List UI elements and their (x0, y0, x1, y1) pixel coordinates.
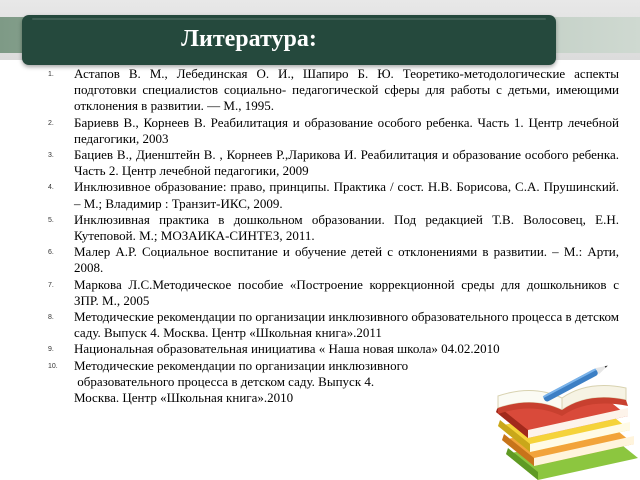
list-item (36, 244, 619, 276)
list-item-text: Бациев В., Диенштейн В. , Корнеев Р.,Ларикова И. Реабилитация и образование особого ребенка. Часть 2. Центр лечебной педагогики, 2009 (74, 147, 619, 179)
title-box (22, 15, 556, 65)
books-with-pen-icon (488, 362, 640, 480)
list-item-text-line-3: Москва. Центр «Школьная книга».2010 (74, 390, 294, 406)
list-item-text: Бариевв В., Корнеев В. Реабилитация и образование особого ребенка. Часть 1. Центр лечебной педагогики, 2003 (74, 114, 619, 146)
list-item (36, 66, 619, 115)
list-item-number: 10. (48, 362, 58, 370)
list-item (36, 309, 619, 341)
list-item (36, 212, 619, 244)
list-item-text: Малер А.Р. Социальное воспитание и обучение детей с отклонениями в развитии. – М.: Арти, 2008. (74, 244, 619, 276)
list-item-text-line-2: образовательного процесса в детском саду. Выпуск 4. (74, 373, 375, 389)
list-item (36, 115, 619, 147)
list-item-number: 6. (48, 249, 54, 257)
list-item (36, 179, 619, 211)
list-item-number: 5. (48, 216, 54, 224)
list-item-text: Маркова Л.С.Методическое пособие «Построение коррекционной среды для дошкольников с ЗПР. М., 2005 (74, 276, 619, 308)
list-item-number: 8. (48, 314, 54, 322)
list-item-text: Инклюзивная практика в дошкольном образовании. Под редакцией Т.В. Волосовец, Е.Н. Кутеповой. М.; МОЗАИКА-СИНТЕЗ, 2011. (74, 211, 619, 244)
list-item-number: 2. (48, 119, 54, 127)
list-item-text: Инклюзивное образование: право, принципы. Практика / сост. Н.В. Борисова, С.А. Прушинский. – М.; Владимир : Транзит-ИКС, 2009. (74, 179, 619, 211)
page-title: Литература: (181, 26, 317, 52)
list-item-text: Национальная образовательная инициатива « Наша новая школа» 04.02.2010 (74, 341, 500, 357)
list-item-text-line-1: Методические рекомендации по организации инклюзивного (74, 357, 409, 373)
list-item (36, 277, 619, 309)
list-item (36, 341, 619, 357)
reference-list (36, 66, 619, 406)
list-item-text: Астапов В. М., Лебединская О. И., Шапиро Б. Ю. Теоретико-методологические аспекты подготовки специалистов социально- педагогической сферы для работы с детьми, имеющими отклонения в развитии. — М., 1995. (74, 66, 619, 114)
list-item-number: 1. (48, 71, 54, 78)
list-item-number: 9. (48, 346, 54, 354)
list-item-text: Методические рекомендации по организации инклюзивного образовательного процесса в детском саду. Выпуск 4. Москва. Центр «Школьная книга».2011 (74, 309, 619, 341)
list-item-number: 3. (48, 152, 54, 160)
list-item-number: 7. (48, 281, 54, 289)
list-item (36, 147, 619, 179)
list-item-number: 4. (48, 184, 54, 192)
